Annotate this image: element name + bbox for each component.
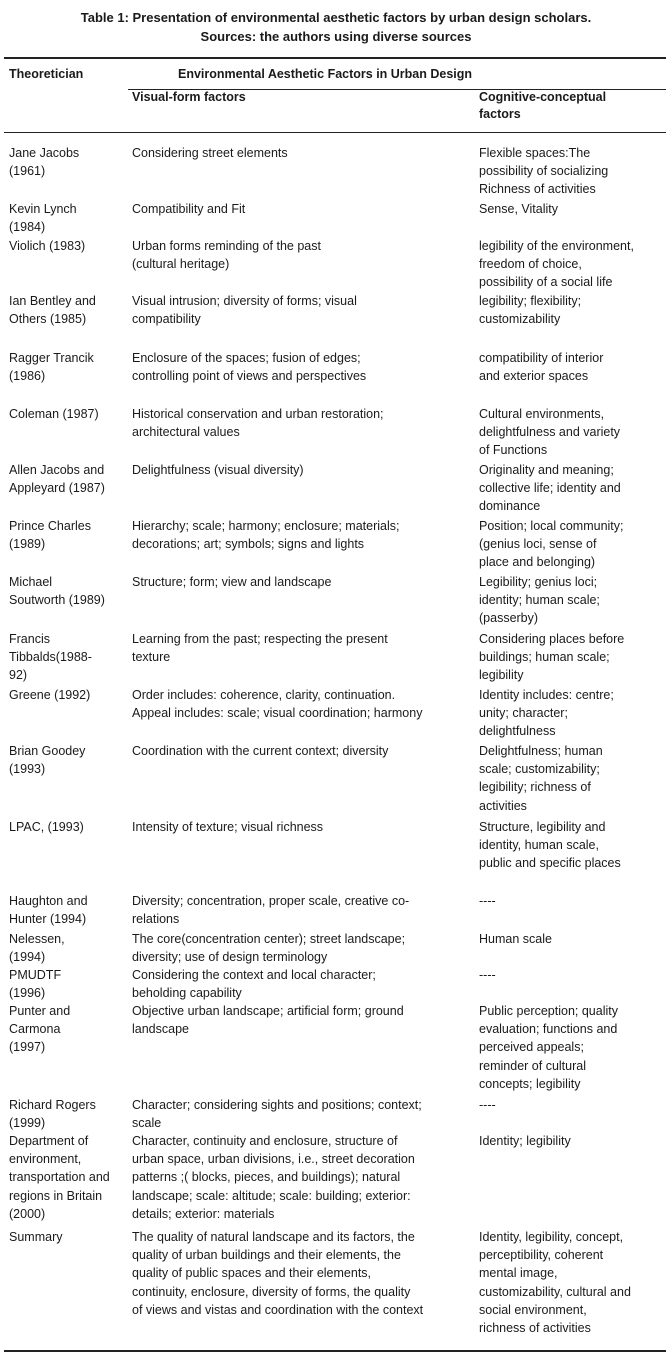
theoretician-cell: Nelessen, (1994) [9, 932, 65, 965]
theoretician-cell: Prince Charles (1989) [9, 519, 91, 552]
header-group: Environmental Aesthetic Factors in Urban Design [178, 67, 473, 81]
visual-form-cell: Diversity; concentration, proper scale, creative co- relations [132, 894, 410, 927]
cognitive-conceptual-cell: Identity includes: centre; unity; character; delightfulness [479, 688, 614, 739]
theoretician-cell: Francis Tibbalds(1988- 92) [9, 632, 92, 683]
cognitive-conceptual-cell: Flexible spaces:The possibility of socializing Richness of activities [479, 146, 609, 197]
theoretician-cell: PMUDTF (1996) [9, 968, 62, 1001]
visual-form-cell: Learning from the past; respecting the present texture [132, 632, 388, 665]
visual-form-cell: Hierarchy; scale; harmony; enclosure; materials; decorations; art; symbols; signs and lights [132, 519, 400, 552]
visual-form-cell: Urban forms reminding of the past (cultural heritage) [132, 239, 321, 272]
theoretician-cell: Kevin Lynch (1984) [9, 202, 77, 235]
bottom-rule [4, 1350, 666, 1352]
cognitive-conceptual-cell: Delightfulness; human scale; customizability; legibility; richness of activities [479, 744, 603, 813]
visual-form-cell: Character, continuity and enclosure, structure of urban space, urban divisions, i.e., street decoration patterns ;( blocks, pieces, and buildings); natural landscape; scale: altitude; scale: building; exterior: details; exterior: materials [132, 1134, 415, 1221]
cognitive-conceptual-cell: Considering places before buildings; human scale; legibility [479, 632, 625, 683]
visual-form-cell: Structure; form; view and landscape [132, 575, 332, 589]
cognitive-conceptual-cell: ---- [479, 1098, 496, 1112]
header-bottom-rule [4, 132, 666, 133]
theoretician-cell: Ian Bentley and Others (1985) [9, 294, 96, 327]
table-caption [0, 8, 672, 46]
visual-form-cell: Order includes: coherence, clarity, continuation. Appeal includes: scale; visual coordination; harmony [132, 688, 423, 721]
cognitive-conceptual-cell: Human scale [479, 932, 552, 946]
visual-form-cell: Intensity of texture; visual richness [132, 820, 324, 834]
header-visual-form: Visual-form factors [132, 90, 246, 104]
cognitive-conceptual-cell: compatibility of interior and exterior spaces [479, 351, 604, 384]
top-rule [4, 57, 666, 59]
cognitive-conceptual-cell: Structure, legibility and identity, human scale, public and specific places [479, 820, 621, 871]
cognitive-conceptual-cell: Position; local community; (genius loci, sense of place and belonging) [479, 519, 624, 570]
header-cognitive-conceptual: Cognitive-conceptual factors [479, 90, 607, 121]
cognitive-conceptual-cell: legibility; flexibility; customizability [479, 294, 582, 327]
visual-form-cell: The core(concentration center); street landscape; diversity; use of design terminology [132, 932, 406, 965]
cognitive-conceptual-cell: legibility of the environment, freedom of choice, possibility of a social life [479, 239, 634, 290]
visual-form-cell: Historical conservation and urban restoration; architectural values [132, 407, 384, 440]
theoretician-cell: Violich (1983) [9, 239, 86, 253]
visual-form-cell: Considering the context and local character; beholding capability [132, 968, 376, 1001]
visual-form-cell: Considering street elements [132, 146, 288, 160]
visual-form-cell: Character; considering sights and positions; context; scale [132, 1098, 422, 1131]
cognitive-conceptual-cell: Cultural environments, delightfulness and variety of Functions [479, 407, 621, 458]
theoretician-cell: Punter and Carmona (1997) [9, 1004, 71, 1055]
cognitive-conceptual-cell: Originality and meaning; collective life; identity and dominance [479, 463, 621, 514]
theoretician-cell: Department of environment, transportation and regions in Britain (2000) [9, 1134, 110, 1221]
cognitive-conceptual-cell: ---- [479, 894, 496, 908]
theoretician-cell: Jane Jacobs (1961) [9, 146, 80, 179]
theoretician-cell: Haughton and Hunter (1994) [9, 894, 88, 927]
cognitive-conceptual-cell: Public perception; quality evaluation; functions and perceived appeals; reminder of cultural concepts; legibility [479, 1004, 618, 1091]
cognitive-conceptual-cell: Legibility; genius loci; identity; human scale; (passerby) [479, 575, 600, 626]
caption-line-2: Sources: the authors using diverse sources [200, 29, 472, 44]
theoretician-cell: Summary [9, 1230, 63, 1244]
header-theoretician: Theoretician [9, 67, 84, 81]
visual-form-cell: Visual intrusion; diversity of forms; visual compatibility [132, 294, 357, 327]
theoretician-cell: Brian Goodey (1993) [9, 744, 86, 777]
visual-form-cell: Delightfulness (visual diversity) [132, 463, 304, 477]
theoretician-cell: Michael Soutworth (1989) [9, 575, 105, 608]
visual-form-cell: The quality of natural landscape and its factors, the quality of urban buildings and their elements, the quality of public spaces and their elements, continuity, enclosure, diversity of forms, the quality of views and vistas and coordination with the context [132, 1230, 424, 1317]
cognitive-conceptual-cell: Identity, legibility, concept, perceptibility, coherent mental image, customizability, cultural and social environment, richness of activities [479, 1230, 631, 1336]
visual-form-cell: Objective urban landscape; artificial form; ground landscape [132, 1004, 404, 1037]
visual-form-cell: Coordination with the current context; diversity [132, 744, 389, 758]
visual-form-cell: Compatibility and Fit [132, 202, 246, 216]
theoretician-cell: Coleman (1987) [9, 407, 99, 421]
theoretician-cell: LPAC, (1993) [9, 820, 84, 834]
cognitive-conceptual-cell: Sense, Vitality [479, 202, 558, 216]
cognitive-conceptual-cell: ---- [479, 968, 496, 982]
theoretician-cell: Allen Jacobs and Appleyard (1987) [9, 463, 105, 496]
visual-form-cell: Enclosure of the spaces; fusion of edges; controlling point of views and perspectives [132, 351, 367, 384]
cognitive-conceptual-cell: Identity; legibility [479, 1134, 571, 1148]
theoretician-cell: Greene (1992) [9, 688, 91, 702]
theoretician-cell: Ragger Trancik (1986) [9, 351, 94, 384]
theoretician-cell: Richard Rogers (1999) [9, 1098, 96, 1131]
caption-line-1: Table 1: Presentation of environmental aesthetic factors by urban design scholars. [80, 10, 592, 25]
